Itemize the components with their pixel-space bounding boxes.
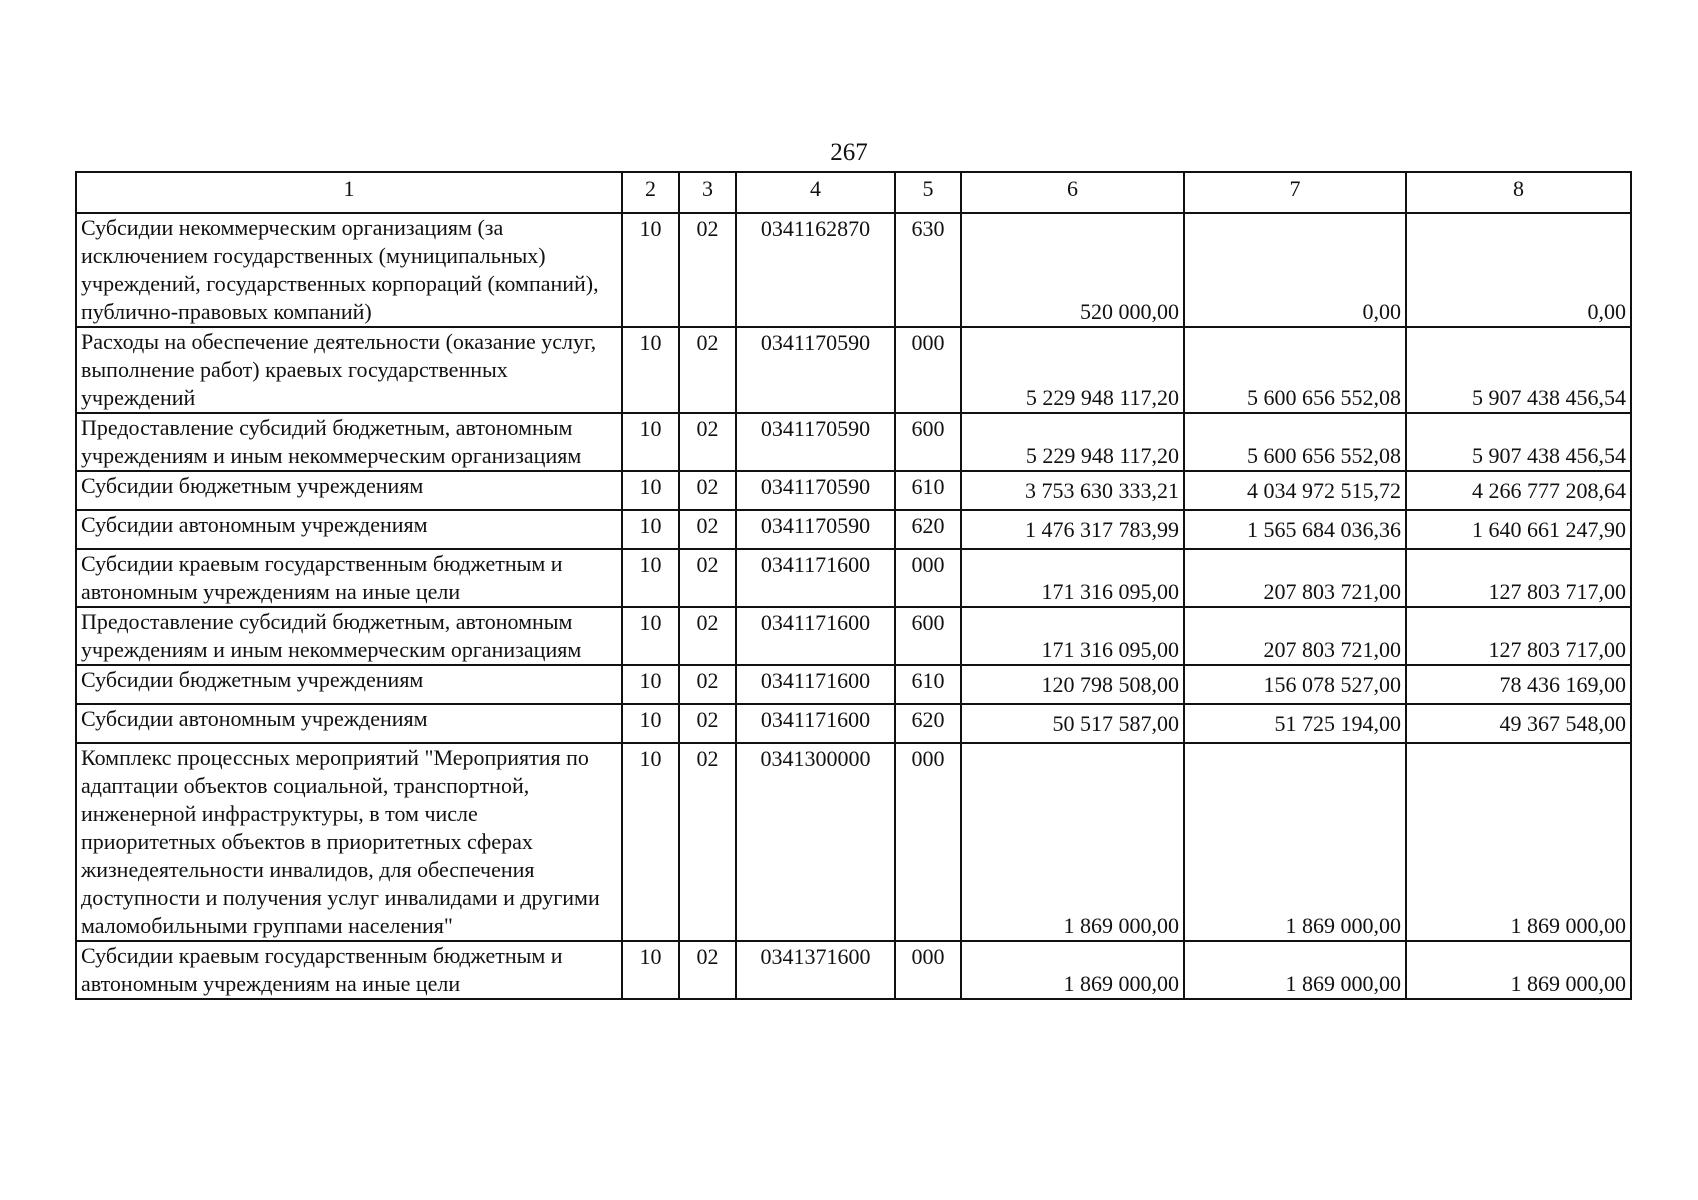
amount-cell-c7: 1 565 684 036,36 xyxy=(1184,510,1406,549)
column-header: 1 xyxy=(76,172,622,213)
row-name-cell: Субсидии краевым государственным бюджетным и автономным учреждениям на иные цели xyxy=(76,549,622,607)
amount-cell-c7: 5 600 656 552,08 xyxy=(1184,413,1406,471)
amount-cell-c8: 1 640 661 247,90 xyxy=(1406,510,1631,549)
code-cell-c4: 0341171600 xyxy=(736,549,895,607)
code-cell-c3: 02 xyxy=(679,607,736,665)
code-cell-c3: 02 xyxy=(679,941,736,999)
amount-cell-c8: 5 907 438 456,54 xyxy=(1406,327,1631,413)
row-name-cell: Субсидии автономным учреждениям xyxy=(76,704,622,743)
amount-cell-c8: 4 266 777 208,64 xyxy=(1406,471,1631,510)
row-name-cell: Субсидии краевым государственным бюджетным и автономным учреждениям на иные цели xyxy=(76,941,622,999)
amount-cell-c6: 5 229 948 117,20 xyxy=(961,327,1184,413)
code-cell-c5: 000 xyxy=(895,941,961,999)
table-row xyxy=(76,327,1631,413)
code-cell-c3: 02 xyxy=(679,413,736,471)
column-header: 2 xyxy=(622,172,679,213)
table-row xyxy=(76,743,1631,941)
column-header: 8 xyxy=(1406,172,1631,213)
amount-cell-c6: 520 000,00 xyxy=(961,213,1184,327)
amount-cell-c6: 120 798 508,00 xyxy=(961,665,1184,704)
row-name-cell: Субсидии автономным учреждениям xyxy=(76,510,622,549)
amount-cell-c7: 207 803 721,00 xyxy=(1184,607,1406,665)
amount-cell-c7: 0,00 xyxy=(1184,213,1406,327)
amount-cell-c7: 207 803 721,00 xyxy=(1184,549,1406,607)
code-cell-c2: 10 xyxy=(622,413,679,471)
code-cell-c4: 0341170590 xyxy=(736,471,895,510)
code-cell-c4: 0341170590 xyxy=(736,327,895,413)
code-cell-c2: 10 xyxy=(622,327,679,413)
column-header: 3 xyxy=(679,172,736,213)
code-cell-c5: 000 xyxy=(895,743,961,941)
amount-cell-c8: 5 907 438 456,54 xyxy=(1406,413,1631,471)
amount-cell-c8: 1 869 000,00 xyxy=(1406,941,1631,999)
code-cell-c2: 10 xyxy=(622,510,679,549)
code-cell-c3: 02 xyxy=(679,549,736,607)
code-cell-c3: 02 xyxy=(679,743,736,941)
code-cell-c5: 630 xyxy=(895,213,961,327)
amount-cell-c7: 5 600 656 552,08 xyxy=(1184,327,1406,413)
code-cell-c4: 0341162870 xyxy=(736,213,895,327)
amount-cell-c6: 5 229 948 117,20 xyxy=(961,413,1184,471)
code-cell-c3: 02 xyxy=(679,213,736,327)
code-cell-c5: 600 xyxy=(895,413,961,471)
amount-cell-c6: 1 869 000,00 xyxy=(961,743,1184,941)
table-row xyxy=(76,704,1631,743)
code-cell-c2: 10 xyxy=(622,607,679,665)
amount-cell-c8: 127 803 717,00 xyxy=(1406,549,1631,607)
row-name-cell: Субсидии некоммерческим организациям (за исключением государственных (муниципальных) учреждений, государственных корпораций (компаний), публично-правовых компаний) xyxy=(76,213,622,327)
code-cell-c4: 0341170590 xyxy=(736,413,895,471)
row-name-cell: Расходы на обеспечение деятельности (оказание услуг, выполнение работ) краевых государственных учреждений xyxy=(76,327,622,413)
code-cell-c5: 610 xyxy=(895,471,961,510)
row-name-cell: Комплекс процессных мероприятий "Мероприятия по адаптации объектов социальной, транспортной, инженерной инфраструктуры, в том числе приоритетных объектов в приоритетных сферах жизнедеятельности инвалидов, для обеспечения доступности и получения услуг инвалидами и другими маломобильными группами населения" xyxy=(76,743,622,941)
amount-cell-c7: 51 725 194,00 xyxy=(1184,704,1406,743)
code-cell-c2: 10 xyxy=(622,213,679,327)
amount-cell-c6: 171 316 095,00 xyxy=(961,549,1184,607)
row-name-cell: Предоставление субсидий бюджетным, автономным учреждениям и иным некоммерческим организациям xyxy=(76,607,622,665)
header-row xyxy=(76,172,1631,213)
code-cell-c4: 0341371600 xyxy=(736,941,895,999)
column-header: 7 xyxy=(1184,172,1406,213)
code-cell-c4: 0341171600 xyxy=(736,607,895,665)
code-cell-c3: 02 xyxy=(679,510,736,549)
code-cell-c4: 0341170590 xyxy=(736,510,895,549)
amount-cell-c6: 3 753 630 333,21 xyxy=(961,471,1184,510)
amount-cell-c6: 171 316 095,00 xyxy=(961,607,1184,665)
amount-cell-c8: 0,00 xyxy=(1406,213,1631,327)
amount-cell-c7: 4 034 972 515,72 xyxy=(1184,471,1406,510)
code-cell-c4: 0341171600 xyxy=(736,704,895,743)
column-header: 5 xyxy=(895,172,961,213)
amount-cell-c8: 49 367 548,00 xyxy=(1406,704,1631,743)
table-row xyxy=(76,549,1631,607)
code-cell-c5: 620 xyxy=(895,510,961,549)
amount-cell-c8: 78 436 169,00 xyxy=(1406,665,1631,704)
table-row xyxy=(76,510,1631,549)
amount-cell-c7: 156 078 527,00 xyxy=(1184,665,1406,704)
table-row xyxy=(76,413,1631,471)
amount-cell-c6: 50 517 587,00 xyxy=(961,704,1184,743)
amount-cell-c7: 1 869 000,00 xyxy=(1184,941,1406,999)
code-cell-c3: 02 xyxy=(679,704,736,743)
code-cell-c3: 02 xyxy=(679,327,736,413)
code-cell-c2: 10 xyxy=(622,704,679,743)
code-cell-c5: 610 xyxy=(895,665,961,704)
code-cell-c5: 620 xyxy=(895,704,961,743)
amount-cell-c7: 1 869 000,00 xyxy=(1184,743,1406,941)
code-cell-c2: 10 xyxy=(622,941,679,999)
code-cell-c5: 600 xyxy=(895,607,961,665)
column-header: 4 xyxy=(736,172,895,213)
table-row xyxy=(76,607,1631,665)
table-row xyxy=(76,941,1631,999)
code-cell-c3: 02 xyxy=(679,471,736,510)
row-name-cell: Субсидии бюджетным учреждениям xyxy=(76,665,622,704)
code-cell-c2: 10 xyxy=(622,471,679,510)
code-cell-c5: 000 xyxy=(895,327,961,413)
amount-cell-c6: 1 869 000,00 xyxy=(961,941,1184,999)
page-number: 267 xyxy=(830,139,868,166)
row-name-cell: Субсидии бюджетным учреждениям xyxy=(76,471,622,510)
code-cell-c2: 10 xyxy=(622,549,679,607)
table-row xyxy=(76,665,1631,704)
code-cell-c4: 0341300000 xyxy=(736,743,895,941)
amount-cell-c8: 1 869 000,00 xyxy=(1406,743,1631,941)
table-row xyxy=(76,213,1631,327)
amount-cell-c8: 127 803 717,00 xyxy=(1406,607,1631,665)
column-header: 6 xyxy=(961,172,1184,213)
code-cell-c2: 10 xyxy=(622,665,679,704)
code-cell-c3: 02 xyxy=(679,665,736,704)
code-cell-c2: 10 xyxy=(622,743,679,941)
amount-cell-c6: 1 476 317 783,99 xyxy=(961,510,1184,549)
code-cell-c5: 000 xyxy=(895,549,961,607)
budget-table xyxy=(75,171,1632,1000)
row-name-cell: Предоставление субсидий бюджетным, автономным учреждениям и иным некоммерческим организациям xyxy=(76,413,622,471)
table-row xyxy=(76,471,1631,510)
code-cell-c4: 0341171600 xyxy=(736,665,895,704)
